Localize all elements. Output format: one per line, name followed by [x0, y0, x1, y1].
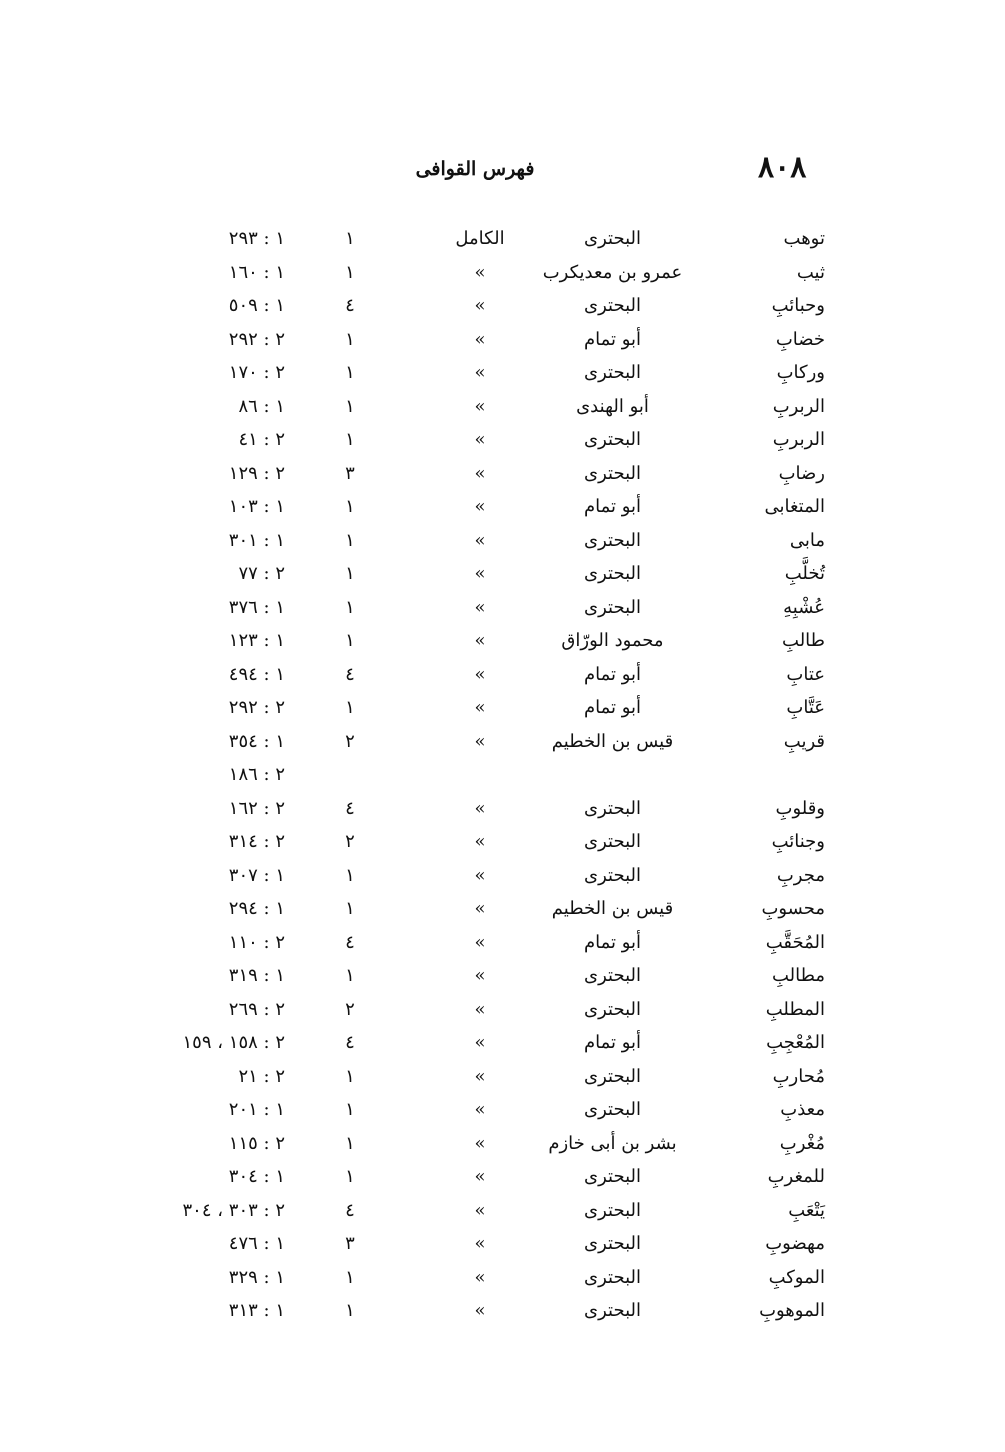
poet-name: البحترى	[584, 1166, 641, 1187]
verse-count: ١	[345, 261, 355, 283]
volume-page-ref: ٢ : ١٦٢	[228, 797, 285, 819]
rhyme-word: رضابِ	[778, 462, 825, 484]
poet-name: البحترى	[584, 596, 641, 618]
verse-count: ٢	[345, 998, 355, 1020]
meter-name: »	[474, 563, 486, 584]
volume-page-ref: ٢ : ١٧٠	[228, 362, 285, 383]
meter-name: »	[474, 1099, 486, 1120]
poet-name: البحترى	[584, 529, 641, 551]
volume-page-ref: ١ : ٨٦	[238, 395, 285, 417]
poet-name: أبو تمام	[583, 663, 642, 685]
meter-name: »	[474, 965, 486, 986]
verse-count: ١	[345, 1065, 355, 1087]
meter-name: »	[474, 295, 486, 316]
rhyme-index-table	[0, 222, 1005, 1328]
meter-name: الكامل	[455, 228, 505, 249]
poet-name: أبو تمام	[583, 1032, 642, 1053]
meter-name: »	[474, 931, 486, 953]
poet-name: أبو الهندى	[576, 395, 649, 417]
rhyme-word: الموكبِ	[768, 1266, 825, 1288]
verse-count: ٣	[345, 1233, 355, 1254]
table-row	[0, 356, 1005, 390]
volume-page-ref: ١ : ٥٠٩	[228, 295, 285, 316]
meter-name: »	[474, 362, 486, 383]
rhyme-word: ثيب	[796, 261, 825, 283]
meter-name: »	[474, 429, 486, 450]
table-row	[0, 390, 1005, 424]
poet-name: البحترى	[584, 462, 641, 484]
rhyme-word: مهضوبِ	[765, 1233, 825, 1254]
rhyme-word: المطلبِ	[765, 998, 825, 1020]
rhyme-word: تُخلَّبِ	[784, 563, 825, 584]
poet-name: البحترى	[584, 563, 641, 584]
meter-name: »	[474, 1032, 486, 1053]
table-row	[0, 624, 1005, 658]
table-row	[0, 1261, 1005, 1295]
poet-name: أبو تمام	[583, 496, 642, 517]
table-row	[0, 1294, 1005, 1328]
volume-page-ref: ٢ : ٢١	[238, 1065, 285, 1087]
meter-name: »	[474, 898, 486, 919]
poet-name: أبو تمام	[583, 931, 642, 953]
table-row	[0, 658, 1005, 692]
table-row	[0, 1093, 1005, 1127]
poet-name: البحترى	[584, 797, 641, 819]
meter-name: »	[474, 462, 486, 484]
rhyme-word: مطالبِ	[771, 965, 825, 986]
meter-name: »	[474, 1132, 486, 1154]
poet-name: البحترى	[584, 1300, 641, 1321]
volume-page-ref: ٢ : ١٢٩	[228, 462, 285, 484]
poet-name: قيس بن الخطيم	[551, 898, 674, 919]
meter-name: »	[474, 697, 486, 718]
table-row	[0, 1227, 1005, 1261]
table-row	[0, 1127, 1005, 1161]
poet-name: البحترى	[584, 1099, 641, 1120]
rhyme-word: الربربِ	[772, 395, 825, 417]
table-row	[0, 490, 1005, 524]
verse-count: ١	[345, 864, 355, 886]
volume-page-ref: ١ : ٣٢٩	[228, 1266, 285, 1288]
table-row	[0, 725, 1005, 759]
verse-count: ١	[345, 965, 355, 986]
rhyme-word: الربربِ	[772, 429, 825, 450]
table-row	[0, 1194, 1005, 1228]
verse-count: ١	[345, 1132, 355, 1154]
verse-count: ١	[345, 395, 355, 417]
poet-name: بشر بن أبى خازم	[548, 1132, 677, 1154]
volume-page-ref: ١ : ٤٧٦	[228, 1233, 285, 1254]
verse-count: ٤	[345, 1199, 355, 1221]
rhyme-word: عَتَّابِ	[786, 697, 825, 718]
poet-name: البحترى	[584, 1065, 641, 1087]
meter-name: »	[474, 831, 486, 852]
table-row	[0, 859, 1005, 893]
table-row	[0, 524, 1005, 558]
verse-count: ٤	[345, 797, 355, 819]
poet-name: البحترى	[584, 831, 641, 852]
volume-page-ref: ١ : ٢٩٣	[228, 228, 285, 249]
table-row	[0, 758, 1005, 792]
rhyme-word: الموهوبِ	[759, 1300, 825, 1321]
table-row	[0, 926, 1005, 960]
verse-count: ٤	[345, 931, 355, 953]
meter-name: »	[474, 1300, 486, 1321]
table-row	[0, 691, 1005, 725]
rhyme-word: مُغْربِ	[779, 1132, 825, 1154]
poet-name: البحترى	[584, 965, 641, 986]
verse-count: ١	[345, 529, 355, 551]
meter-name: »	[474, 395, 486, 417]
verse-count: ١	[345, 1166, 355, 1187]
meter-name: »	[474, 529, 486, 551]
volume-page-ref: ٢ : ١٥٨ ، ١٥٩	[182, 1032, 285, 1053]
volume-page-ref: ١ : ١٠٣	[228, 496, 285, 517]
poet-name: أبو تمام	[583, 328, 642, 350]
meter-name: »	[474, 998, 486, 1020]
volume-page-ref: ٢ : ١١٠	[228, 931, 285, 953]
poet-name: محمود الورّاق	[561, 630, 664, 651]
rhyme-word: مجربِ	[776, 864, 825, 886]
table-row	[0, 557, 1005, 591]
page-title: فهرس القوافى	[415, 158, 535, 180]
rhyme-word: مُحاربِ	[772, 1065, 825, 1087]
verse-count: ٣	[345, 462, 355, 484]
meter-name: »	[474, 1266, 486, 1288]
meter-name: »	[474, 1166, 486, 1187]
rhyme-word: محسوبِ	[761, 898, 825, 919]
volume-page-ref: ٢ : ٤١	[238, 429, 285, 450]
table-row	[0, 825, 1005, 859]
poet-name: عمرو بن معديكرب	[542, 261, 683, 283]
rhyme-word: يَتْعَبِ	[788, 1199, 825, 1221]
volume-page-ref: ٢ : ٢٩٢	[228, 328, 285, 350]
meter-name: »	[474, 496, 486, 517]
table-row	[0, 323, 1005, 357]
verse-count: ١	[345, 630, 355, 651]
volume-page-ref: ٢ : ٢٦٩	[228, 998, 285, 1020]
rhyme-word: توهب	[783, 228, 825, 249]
table-row	[0, 959, 1005, 993]
poet-name: البحترى	[584, 1199, 641, 1221]
poet-name: أبو تمام	[583, 697, 642, 718]
table-row	[0, 1060, 1005, 1094]
poet-name: البحترى	[584, 1266, 641, 1288]
volume-page-ref: ١ : ٣١٩	[228, 965, 285, 986]
poet-name: البحترى	[584, 998, 641, 1020]
verse-count: ١	[345, 228, 355, 249]
rhyme-word: المتغابى	[764, 496, 825, 517]
verse-count: ١	[345, 898, 355, 919]
volume-page-ref: ١ : ٣٠١	[228, 529, 285, 551]
verse-count: ٢	[345, 831, 355, 852]
volume-page-ref: ١ : ٢٠١	[228, 1099, 285, 1120]
volume-page-ref: ٢ : ٣٠٣ ، ٣٠٤	[182, 1199, 285, 1221]
poet-name: البحترى	[584, 362, 641, 383]
volume-page-ref: ٢ : ١٨٦	[228, 764, 285, 785]
rhyme-word: وحبائبِ	[771, 295, 825, 316]
rhyme-word: عُشْبِهِ	[783, 596, 825, 618]
verse-count: ١	[345, 697, 355, 718]
volume-page-ref: ١ : ٣٠٤	[228, 1166, 285, 1187]
rhyme-word: وقلوبِ	[775, 797, 825, 819]
rhyme-word: قريبِ	[783, 730, 825, 752]
poet-name: البحترى	[584, 1233, 641, 1254]
rhyme-word: معذبِ	[780, 1099, 825, 1120]
meter-name: »	[474, 864, 486, 886]
volume-page-ref: ٢ : ٧٧	[238, 563, 285, 584]
rhyme-word: وركابِ	[776, 362, 825, 383]
volume-page-ref: ١ : ٢٩٤	[228, 898, 285, 919]
poet-name: قيس بن الخطيم	[551, 730, 674, 752]
volume-page-ref: ١ : ٣٥٤	[228, 730, 285, 752]
verse-count: ٤	[345, 295, 355, 316]
table-row	[0, 289, 1005, 323]
verse-count: ١	[345, 563, 355, 584]
table-row	[0, 892, 1005, 926]
volume-page-ref: ٢ : ٢٩٢	[228, 697, 285, 718]
verse-count: ١	[345, 362, 355, 383]
volume-page-ref: ١ : ٤٩٤	[228, 663, 285, 685]
table-row	[0, 792, 1005, 826]
verse-count: ١	[345, 328, 355, 350]
verse-count: ١	[345, 1266, 355, 1288]
meter-name: »	[474, 730, 486, 752]
poet-name: البحترى	[584, 864, 641, 886]
rhyme-word: مابى	[789, 529, 825, 551]
table-row	[0, 1160, 1005, 1194]
table-row	[0, 457, 1005, 491]
page-number: ٨٠٨	[758, 150, 807, 185]
volume-page-ref: ١ : ٣٠٧	[228, 864, 285, 886]
meter-name: »	[474, 596, 486, 618]
meter-name: »	[474, 1233, 486, 1254]
verse-count: ١	[345, 1300, 355, 1321]
table-row	[0, 222, 1005, 256]
table-row	[0, 1026, 1005, 1060]
meter-name: »	[474, 328, 486, 350]
volume-page-ref: ٢ : ٣١٤	[228, 831, 285, 852]
volume-page-ref: ١ : ٣٧٦	[228, 596, 285, 618]
table-row	[0, 591, 1005, 625]
table-row	[0, 993, 1005, 1027]
rhyme-word: للمغربِ	[767, 1166, 825, 1187]
table-row	[0, 423, 1005, 457]
poet-name: البحترى	[584, 429, 641, 450]
meter-name: »	[474, 630, 486, 651]
verse-count: ١	[345, 496, 355, 517]
meter-name: »	[474, 1199, 486, 1221]
meter-name: »	[474, 261, 486, 283]
rhyme-word: وجنائبِ	[771, 831, 825, 852]
verse-count: ١	[345, 1099, 355, 1120]
verse-count: ٤	[345, 1032, 355, 1053]
rhyme-word: عتابِ	[786, 663, 825, 685]
rhyme-word: خضابِ	[775, 328, 825, 350]
verse-count: ٤	[345, 663, 355, 685]
table-row	[0, 256, 1005, 290]
poet-name: البحترى	[584, 228, 641, 249]
volume-page-ref: ١ : ١٢٣	[228, 630, 285, 651]
rhyme-word: المُعْجِبِ	[766, 1032, 825, 1053]
volume-page-ref: ٢ : ١١٥	[228, 1132, 285, 1154]
rhyme-word: المُحَقَّبِ	[765, 931, 825, 953]
volume-page-ref: ١ : ٣١٣	[228, 1300, 285, 1321]
volume-page-ref: ١ : ١٦٠	[228, 261, 285, 283]
rhyme-word: طالبِ	[782, 630, 825, 651]
verse-count: ١	[345, 596, 355, 618]
verse-count: ١	[345, 429, 355, 450]
meter-name: »	[474, 1065, 486, 1087]
poet-name: البحترى	[584, 295, 641, 316]
verse-count: ٢	[345, 730, 355, 752]
meter-name: »	[474, 797, 486, 819]
meter-name: »	[474, 663, 486, 685]
